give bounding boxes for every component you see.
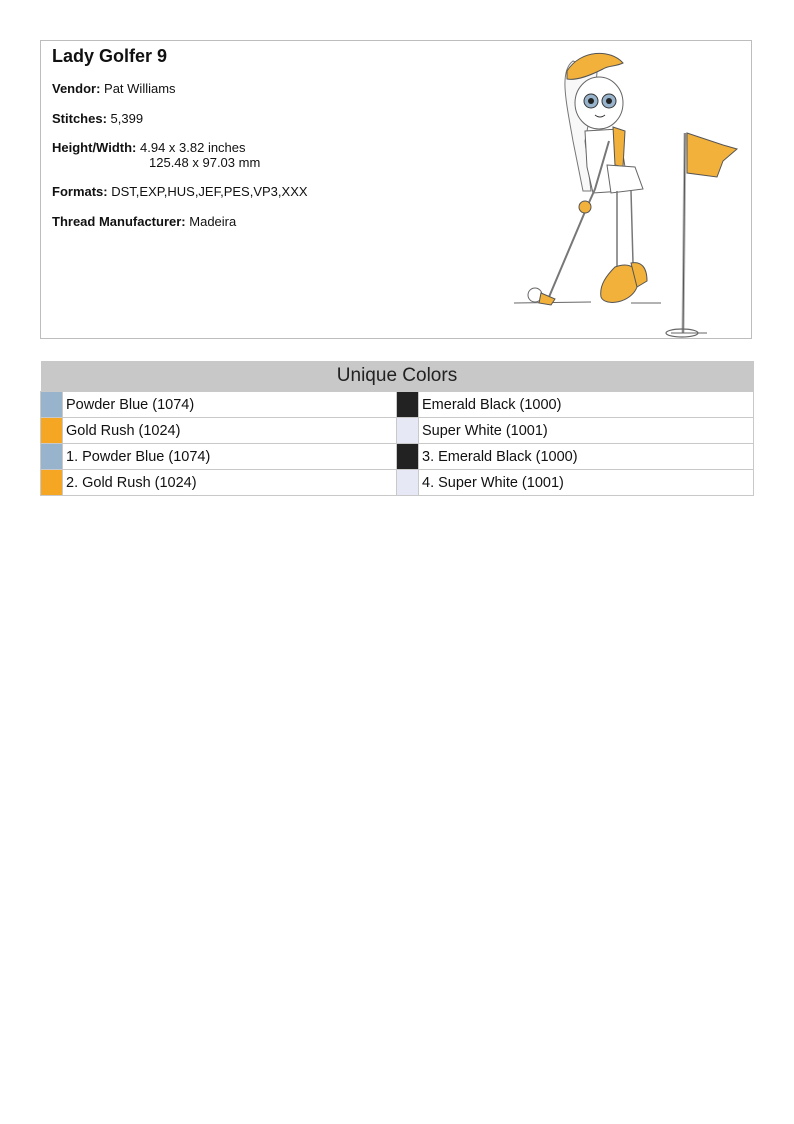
vendor-row bbox=[52, 81, 176, 96]
color-row bbox=[41, 470, 754, 496]
lady-golfer-illustration bbox=[511, 41, 751, 339]
color-swatch-cell bbox=[397, 470, 419, 496]
color-swatch-cell bbox=[41, 444, 63, 470]
color-label: 1. Powder Blue (1074) bbox=[63, 444, 397, 470]
unique-colors-table bbox=[40, 361, 754, 496]
color-swatch-cell bbox=[397, 392, 419, 418]
vendor-label: Vendor: bbox=[52, 81, 101, 96]
stitches-label: Stitches: bbox=[52, 111, 107, 126]
color-swatch bbox=[41, 418, 62, 443]
stitches-value: 5,399 bbox=[110, 111, 144, 126]
golf-flag-icon bbox=[666, 133, 737, 337]
color-swatch bbox=[41, 444, 62, 469]
color-swatch-cell bbox=[41, 392, 63, 418]
thread-row bbox=[52, 214, 236, 229]
color-swatch-cell bbox=[397, 444, 419, 470]
unique-colors-header: Unique Colors bbox=[41, 361, 754, 392]
thread-label: Thread Manufacturer: bbox=[52, 214, 186, 229]
design-info-box bbox=[40, 40, 752, 339]
color-swatch bbox=[397, 418, 418, 443]
color-swatch bbox=[397, 392, 418, 417]
color-swatch bbox=[41, 470, 62, 495]
color-swatch-cell bbox=[41, 418, 63, 444]
color-label: Gold Rush (1024) bbox=[63, 418, 397, 444]
color-swatch bbox=[397, 470, 418, 495]
color-label: Emerald Black (1000) bbox=[419, 392, 754, 418]
color-label: Powder Blue (1074) bbox=[63, 392, 397, 418]
color-label: 2. Gold Rush (1024) bbox=[63, 470, 397, 496]
height-width-row bbox=[52, 140, 260, 170]
color-row bbox=[41, 418, 754, 444]
color-swatch-cell bbox=[41, 470, 63, 496]
height-width-mm: 125.48 x 97.03 mm bbox=[149, 155, 261, 170]
color-swatch bbox=[397, 444, 418, 469]
design-title: Lady Golfer 9 bbox=[52, 46, 168, 66]
color-swatch bbox=[41, 392, 62, 417]
color-row bbox=[41, 444, 754, 470]
color-row bbox=[41, 392, 754, 418]
color-swatch-cell bbox=[397, 418, 419, 444]
height-width-label: Height/Width: bbox=[52, 140, 137, 155]
vendor-value: Pat Williams bbox=[104, 81, 176, 96]
formats-label: Formats: bbox=[52, 184, 108, 199]
thread-value: Madeira bbox=[189, 214, 237, 229]
stitches-row bbox=[52, 111, 143, 126]
formats-row bbox=[52, 184, 308, 199]
formats-value: DST,EXP,HUS,JEF,PES,VP3,XXX bbox=[111, 184, 308, 199]
height-width-inches: 4.94 x 3.82 inches bbox=[140, 140, 246, 155]
color-label: Super White (1001) bbox=[419, 418, 754, 444]
color-label: 4. Super White (1001) bbox=[419, 470, 754, 496]
color-label: 3. Emerald Black (1000) bbox=[419, 444, 754, 470]
